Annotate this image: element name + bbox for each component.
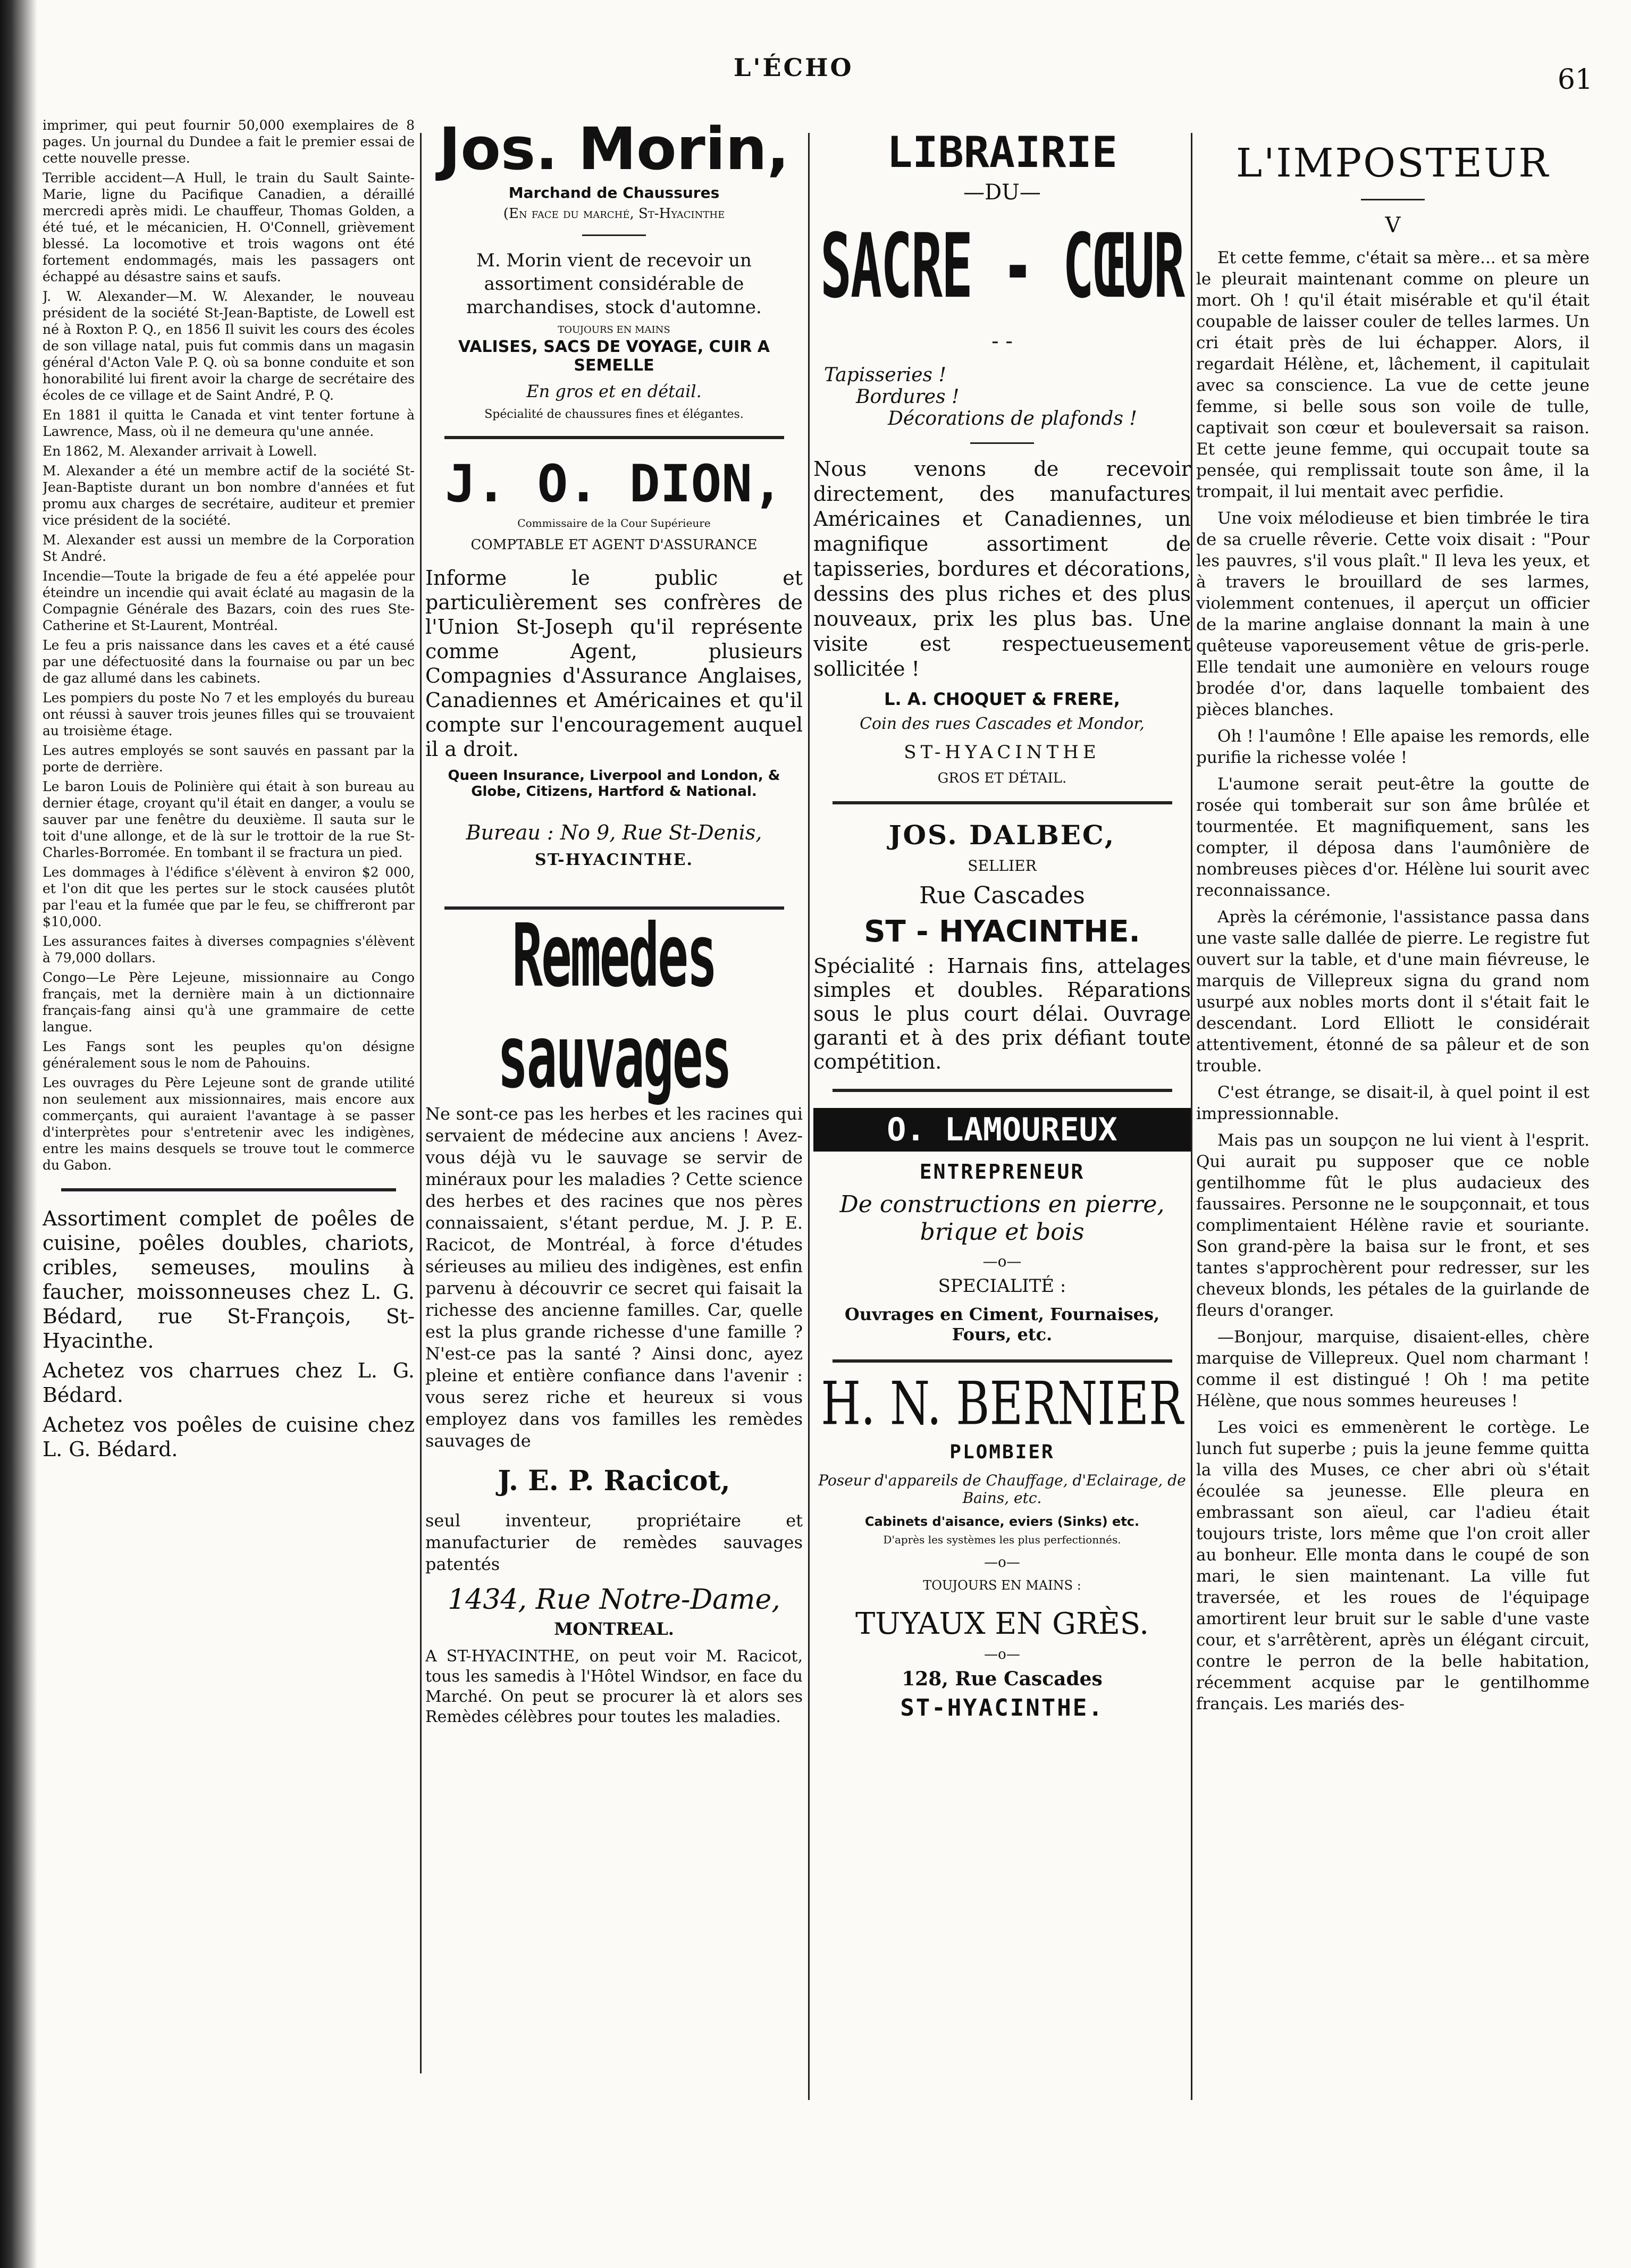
morin-text: M. Morin vient de recevoir un assortiment considérable de marchandises, stock d'automne.	[466, 250, 762, 318]
bernier-text: Poseur d'appareils de Chauffage, d'Eclairage, de Bains, etc.	[818, 1472, 1186, 1507]
dion-city: ST-HYACINTHE.	[535, 851, 693, 869]
scan-edge-shadow	[0, 0, 37, 2268]
ads-column	[813, 117, 1191, 1721]
feuilleton-column	[1196, 117, 1590, 1720]
story-title: L'IMPOSTEUR	[1235, 140, 1550, 186]
story-paragraph: Mais pas un soupçon ne lui vient à l'esprit. Qui aurait pu supposer que ce noble gentilhomme fût le plus audacieux des faussaires. Personne ne le soupçonnait, et tous complimentaient Hélène ravie et souriante. Son grand-père la baisa sur le front, et ses tantes s'approchèrent pour redresser, sur les cheveux blonds, les pétales de la guirlande de fleurs d'oranger.	[1196, 1131, 1590, 1320]
bernier-sub: PLOMBIER	[949, 1441, 1055, 1463]
column-rule	[420, 133, 422, 2073]
racicot-footer: A ST-HYACINTHE, on peut voir M. Racicot, tous les samedis à l'Hôtel Windsor, en face du Marché. On peut se procurer là et alors ses Remèdes célèbres pour toutes les maladies.	[425, 1647, 803, 1726]
choquet-name: L. A. CHOQUET & FRERE,	[884, 689, 1120, 709]
racicot-text: seul inventeur, propriétaire et manufacturier de remèdes sauvages patentés	[425, 1510, 803, 1574]
dalbec-rue: Rue Cascades	[919, 882, 1085, 909]
story-paragraph: Après la cérémonie, l'assistance passa dans une vaste salle dallée de pierre. Le registre fut ouvert sur la table, et d'une main fiévreuse, le marquis de Villepreux signa du grand nom usurpé aux nobles morts dont il s'était fait le descendant. Lord Elliott le considérait attentivement, étonné de sa pâleur et de son trouble.	[1196, 908, 1590, 1076]
news-paragraph: Les ouvrages du Père Lejeune sont de grande utilité non seulement aux missionnaires, mais encore aux commerçants, qui auraient l'avantage à se passer d'interprètes pour s'entretenir avec les indigènes, entre les mains desquels se trouve tout le commerce du Gabon.	[43, 1075, 415, 1173]
news-paragraph: Terrible accident—A Hull, le train du Sault Sainte-Marie, ligne du Pacifique Canadien, a déraillé mercredi après midi. Le chauffeur, Thomas Golden, a été tué, et le mécanicien, H. O'Connell, grièvement blessé. La locomotive et trois wagons ont été fortement endommagés, mais les passagers ont échappé au désastre sains et saufs.	[43, 170, 415, 284]
racicot-name: J. E. P. Racicot,	[498, 1465, 730, 1497]
news-paragraph: J. W. Alexander—M. W. Alexander, le nouveau président de la société St-Jean-Baptiste, de Lowell est né à Roxton P. Q., en 1856 Il suivit les cours des écoles de son village natal, puis fut commis dans un magasin général d'Acton Vale P. Q. où sa bonne conduite et son honorabilité lui firent avoir la charge de secrétaire des écoles de ce village et de Saint André, P. Q.	[43, 289, 415, 403]
librairie-text: Nous venons de recevoir directement, des manufactures Américaines et Canadiennes, un magnifique assortiment de tapisseries, bordures et décorations, dessins des plus riches et des plus nouveaux, prix les plus bas. Une visite est respectueusement sollicitée !	[813, 457, 1191, 681]
librairie-title: LIBRAIRIE	[887, 128, 1117, 177]
news-paragraph: M. Alexander a été un membre actif de la société St-Jean-Baptiste durant un bon nombre d'années et fut promu aux charges de secrétaire, auditeur et premier vice président de la société.	[43, 463, 415, 528]
news-paragraph: En 1862, M. Alexander arrivait à Lowell.	[43, 443, 317, 459]
news-paragraph: Les assurances faites à diverses compagnies s'élèvent à 79,000 dollars.	[43, 934, 415, 965]
bernier-toujours: TOUJOURS EN MAINS :	[923, 1578, 1081, 1593]
coin: Coin des rues Cascades et Mondor,	[860, 715, 1145, 733]
racicot-address: 1434, Rue Notre-Dame,	[448, 1584, 780, 1616]
news-paragraph: Congo—Le Père Lejeune, missionnaire au Congo français, met la dernière main à un dictionnaire français-fang ainsi qu'à une grammaire de cette langue.	[43, 970, 415, 1035]
choquet-city: ST-HYACINTHE	[904, 742, 1100, 763]
morin-goods: VALISES, SACS DE VOYAGE, CUIR A SEMELLE	[458, 338, 770, 375]
dion-companies: Queen Insurance, Liverpool and London, & Globe, Citizens, Hartford & National.	[448, 768, 780, 800]
morin-special: Spécialité de chaussures fines et élégantes.	[484, 408, 744, 421]
lamoureux-name: O. LAMOUREUX	[813, 1108, 1191, 1152]
dion-text: Informe le public et particulièrement ses confrères de l'Union St-Joseph qu'il représente comme Agent, plusieurs Compagnies d'Assurance Anglaises, Canadiennes et Américaines et qu'il compte sur l'encouragement auquel il a droit.	[425, 566, 803, 761]
bernier-o: —o—	[984, 1555, 1020, 1570]
chapter-number: V	[1385, 213, 1401, 238]
column-rule	[1191, 133, 1192, 2100]
lamoureux-o: —o—	[982, 1253, 1022, 1270]
masthead: L'ÉCHO	[734, 53, 854, 82]
morin-toujours: TOUJOURS EN MAINS	[558, 324, 670, 335]
dalbec-text: Spécialité : Harnais fins, attelages simples et doubles. Réparations sous le plus court délai. Ouvrage garanti et à des prix défiant toute compétition.	[813, 954, 1191, 1073]
remedes-title: Remedes sauvages	[497, 905, 731, 1108]
racicot-city: MONTREAL.	[554, 1619, 674, 1639]
decorations: Décorations de plafonds !	[888, 408, 1137, 430]
story-paragraph: Oh ! l'aumône ! Elle apaise les remords, elle purifie la richesse volée !	[1196, 727, 1590, 767]
divider	[582, 234, 646, 236]
advertisement-text: Achetez vos charrues chez L. G. Bédard.	[43, 1359, 415, 1407]
ads-column	[425, 117, 803, 1733]
lamoureux-special: SPECIALITÉ :	[938, 1275, 1066, 1297]
divider	[61, 1188, 396, 1191]
dion-role: COMPTABLE ET AGENT D'ASSURANCE	[470, 537, 758, 553]
divider	[833, 1089, 1172, 1092]
story-paragraph: Et cette femme, c'était sa mère... et sa mère le pleurait maintenant comme on pleure un mort. Oh ! qu'il était misérable et qu'il était coupable de laisser couler de telles larmes. Un cri était près de lui échapper. Alors, il regardait Hélène, et, lâchement, il capitulait avec sa conscience. La vue de cette jeune femme, si belle sous son voile de tulle, captivait son cœur et bouleversait sa raison. Et cette jeune femme, qui occupait toute sa pensée, qui remplissait toute son âme, il la trompait, il lui mentait avec perfidie.	[1196, 248, 1590, 501]
librairie-du: —DU—	[963, 180, 1041, 205]
page-number: 61	[1557, 64, 1593, 96]
dash: - -	[991, 329, 1013, 354]
morin-name: Jos. Morin,	[439, 117, 789, 183]
dalbec-trade: SELLIER	[968, 857, 1037, 875]
morin-address: (En face du marché, St-Hyacinthe	[503, 206, 725, 222]
news-column	[43, 117, 415, 1467]
bernier-city: ST-HYACINTHE.	[900, 1694, 1104, 1721]
divider	[833, 801, 1172, 804]
bernier-o2: —o—	[984, 1647, 1020, 1662]
sacre-coeur-title: SACRE - CŒUR	[820, 215, 1184, 318]
story-paragraph: Les voici es emmenèrent le cortège. Le lunch fut superbe ; puis la jeune femme quitta la villa des Muses, ce cher abri où s'était écoulée sa jeunesse. Elle pleura en embrassant son aïeul, car l'adieu était toujours triste, lors même que l'on croit aller au bonheur. Elle monta dans le coupé de son mari, le sien maintenant. La ville fut traversée, et les roues de l'équipage amortirent leur bruit sur le sable d'une vaste cour, et s'arrêtèrent, après un élégant circuit, contre le perron de la belle habitation, récemment acquise par le gentilhomme français. Les mariés des-	[1196, 1418, 1590, 1713]
advertisement-text: Assortiment complet de poêles de cuisine, poêles doubles, chariots, cribles, semeuses, moulins à faucher, moissonneuses chez L. G. Bédard, rue St-François, St-Hyacinthe.	[43, 1207, 415, 1353]
lamoureux-works: Ouvrages en Ciment, Fournaises, Fours, etc.	[844, 1304, 1160, 1345]
divider	[1361, 199, 1425, 200]
news-paragraph: Incendie—Toute la brigade de feu a été appelée pour éteindre un incendie qui avait éclaté au magasin de la Compagnie Générale des Bazars, coin des rues Ste-Catherine et St-Laurent, Montréal.	[43, 568, 415, 633]
news-paragraph: Les Fangs sont les peuples qu'on désigne généralement sous le nom de Pahouins.	[43, 1039, 415, 1071]
news-paragraph: Les dommages à l'édifice s'élèvent à environ $2 000, et l'on dit que les pertes sur le stock causées plutôt par l'eau et la fumée que par le feu, se chiffreront par $10,000.	[43, 864, 415, 929]
dion-bureau: Bureau : No 9, Rue St-Denis,	[466, 821, 762, 844]
news-paragraph: Le baron Louis de Polinière qui était à son bureau au dernier étage, croyant qu'il était en danger, a voulu se sauver par une fenêtre du deuxième. Il sauta sur le toit d'une allonge, et de là sur le trottoir de la rue St-Charles-Borromée. En tombant il se fractura un pied.	[43, 779, 415, 860]
column-rule	[808, 133, 810, 2100]
news-paragraph: Les pompiers du poste No 7 et les employés du bureau ont réussi à sauver trois jeunes filles qui se trouvaient au troisième étage.	[43, 690, 415, 738]
morin-gros: En gros et en détail.	[526, 381, 702, 401]
gros-detail: GROS ET DÉTAIL.	[937, 770, 1067, 786]
divider	[833, 1359, 1172, 1363]
news-paragraph: M. Alexander est aussi un membre de la Corporation St André.	[43, 532, 415, 564]
news-paragraph: imprimer, qui peut fournir 50,000 exemplaires de 8 pages. Un journal du Dundee a fait le premier essai de cette nouvelle presse.	[43, 117, 415, 166]
bernier-rue: 128, Rue Cascades	[902, 1668, 1103, 1690]
story-paragraph: Une voix mélodieuse et bien timbrée le tira de sa cruelle rêverie. Cette voix disait : "Pour les pauvres, s'il vous plaît." Il leva les yeux, et à travers le brouillard de ses larmes, violemment contenues, il aperçut un officier de la marine anglaise donnant la main à une quêteuse vaporeusement vêtue de gris-perle. Elle tendait une aumonière en velours rouge brodée d'or, dans laquelle tombaient des pièces blanches.	[1196, 509, 1590, 719]
story-paragraph: L'aumone serait peut-être la goutte de rosée qui tomberait sur son âme brûlée et tourmentée. Et magnifiquement, sans les compter, il déposa dans l'aumônière de nombreuses pièces d'or. Hélène lui sourit avec reconnaissance.	[1196, 775, 1590, 900]
news-paragraph: En 1881 il quitta le Canada et vint tenter fortune à Lawrence, Mass, où il ne demeura qu'une année.	[43, 407, 415, 439]
lamoureux-sub: ENTREPRENEUR	[919, 1160, 1085, 1183]
advertisement-text: Achetez vos poêles de cuisine chez L. G. Bédard.	[43, 1413, 415, 1461]
remedes-text: Ne sont-ce pas les herbes et les racines qui servaient de médecine aux anciens ! Avez-vous déjà vu le sauvage se servir de minéraux pour les maladies ? Cette science des herbes et des racines que nos pères connaissaient, s'étant perdue, M. J. P. E. Racicot, de Montréal, à force d'études sérieuses au milieu des indigènes, est enfin parvenu à découvrir ce secret qui faisait la richesse des ancienne familles. Car, quelle est la plus grande richesse d'une famille ? N'est-ce pas la santé ? Ainsi donc, ayez pleine et entière confiance dans l'avenir : vous serez riche et heureux si vous employez dans vos familles les remèdes sauvages de	[425, 1104, 803, 1451]
story-paragraph: C'est étrange, se disait-il, à quel point il est impressionnable.	[1196, 1083, 1590, 1123]
news-paragraph: Le feu a pris naissance dans les caves et a été causé par une défectuosité dans la fournaise ou par un bec de gaz allumé dans les cabinets.	[43, 637, 415, 686]
bernier-after: D'après les systèmes les plus perfectionnés.	[883, 1533, 1121, 1546]
dalbec-city: ST - HYACINTHE.	[864, 914, 1140, 949]
dion-name: J. O. DION,	[445, 454, 783, 514]
bernier-tuyaux: TUYAUX EN GRÈS.	[855, 1607, 1149, 1641]
dion-title: Commissaire de la Cour Supérieure	[517, 517, 711, 530]
morin-trade: Marchand de Chaussures	[508, 184, 720, 201]
bordures: Bordures !	[856, 386, 960, 408]
lamoureux-text: De constructions en pierre, brique et bois	[839, 1191, 1165, 1246]
story-paragraph: —Bonjour, marquise, disaient-elles, chère marquise de Villepreux. Quel nom charmant ! comme il est distingué ! Oh ! ma petite Hélène, que nous sommes heureuses !	[1196, 1328, 1590, 1410]
divider	[970, 442, 1034, 444]
dalbec-name: JOS. DALBEC,	[888, 819, 1116, 851]
news-paragraph: Les autres employés se sont sauvés en passant par la porte de derrière.	[43, 743, 415, 775]
divider	[444, 436, 784, 439]
bernier-cab: Cabinets d'aisance, eviers (Sinks) etc.	[864, 1514, 1140, 1529]
bernier-name: H. N. BERNIER	[821, 1370, 1183, 1439]
tapisseries: Tapisseries !	[824, 364, 946, 386]
